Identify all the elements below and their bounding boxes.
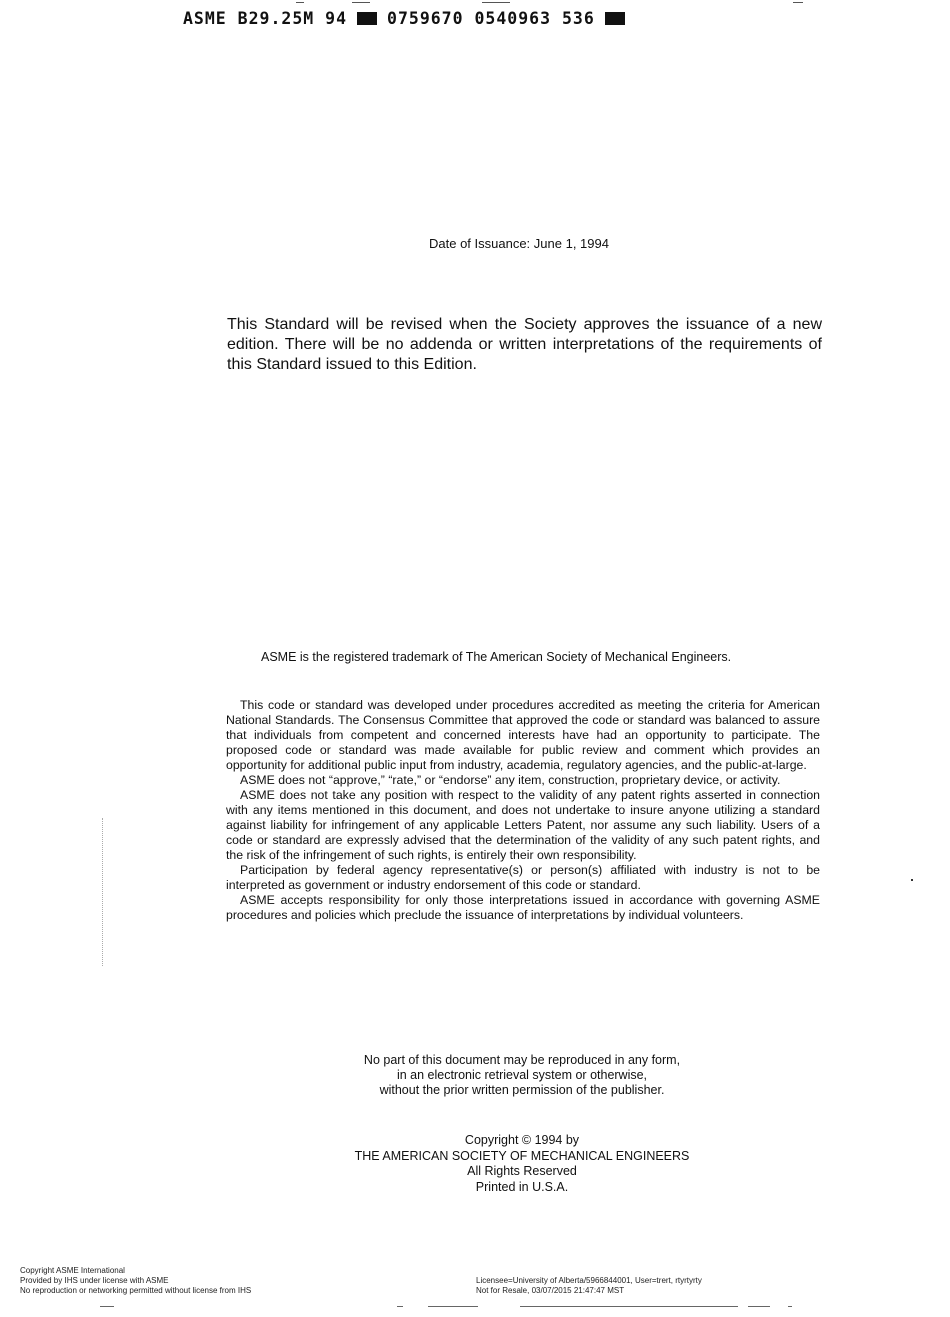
reproduction-notice (322, 1053, 722, 1098)
filled-block-mark (357, 12, 377, 25)
policy-statement (226, 698, 820, 923)
footer-line: Copyright ASME International (20, 1266, 125, 1275)
scan-speck (911, 879, 913, 881)
scan-mark (352, 2, 370, 3)
footer-line: Provided by IHS under license with ASME (20, 1276, 169, 1285)
policy-paragraph: ASME accepts responsibility for only those interpretations issued in accordance with governing ASME procedures and policies which preclude the issuance of interpretations by individual volunteers. (226, 893, 820, 922)
margin-scan-artifact (102, 818, 104, 966)
reproduction-line: in an electronic retrieval system or otherwise, (396, 1068, 648, 1082)
copyright-block (322, 1133, 722, 1195)
filled-block-mark (605, 12, 625, 25)
date-of-issuance: Date of Issuance: June 1, 1994 (429, 236, 609, 251)
scan-mark (520, 1306, 738, 1307)
scan-mark (397, 1306, 403, 1307)
policy-paragraph: ASME does not take any position with respect to the validity of any patent rights asserted in connection with any items mentioned in this document, and does not undertake to insure anyone utilizing a standard against liability for infringement of any applicable Letters Patent, nor assume any such liability. Users of a code or standard are expressly advised that the determination of the validity of any such patent rights, and the risk of the infringement of such rights, is entirely their own responsibility. (226, 788, 820, 862)
scan-mark (793, 2, 803, 3)
scan-mark (482, 2, 510, 3)
policy-paragraph: ASME does not “approve,” “rate,” or “endorse” any item, construction, proprietary device, or activity. (240, 773, 781, 787)
scan-mark (100, 1306, 114, 1307)
footer-license-right (476, 1276, 702, 1296)
revision-notice (227, 315, 822, 375)
policy-paragraph: Participation by federal agency representative(s) or person(s) affiliated with industry is not to be interpreted as government or industry endorsement of this code or standard. (226, 863, 820, 892)
control-number: 0759670 0540963 536 (387, 9, 595, 28)
scan-mark (428, 1306, 478, 1307)
footer-license-left (20, 1266, 251, 1296)
policy-paragraph: This code or standard was developed under procedures accredited as meeting the criteria for American National Standards. The Consensus Committee that approved the code or standard was balanced to assure that individuals from competent and concerned interests have had an opportunity to participate. The proposed code or standard was made available for public review and comment which provides an opportunity for additional public input from industry, academia, regulatory agencies, and the public-at-large. (226, 698, 820, 772)
document-code-header (183, 9, 635, 28)
scan-mark (748, 1306, 770, 1307)
footer-line: No reproduction or networking permitted without license from IHS (20, 1286, 252, 1295)
copyright-line: Copyright © 1994 by (464, 1133, 580, 1147)
footer-line: Not for Resale, 03/07/2015 21:47:47 MST (476, 1286, 625, 1295)
footer-line: Licensee=University of Alberta/5966844001, User=trert, rtyrtyrty (476, 1276, 702, 1285)
copyright-rights: All Rights Reserved (467, 1164, 577, 1178)
scan-mark (296, 2, 304, 3)
trademark-statement: ASME is the registered trademark of The American Society of Mechanical Engineers. (261, 650, 732, 664)
standard-designation: ASME B29.25M 94 (183, 9, 348, 28)
reproduction-line: No part of this document may be reproduced in any form, (363, 1053, 681, 1067)
copyright-printed: Printed in U.S.A. (475, 1179, 569, 1194)
reproduction-line: without the prior written permission of the publisher. (379, 1083, 665, 1097)
scan-mark (788, 1306, 792, 1307)
revision-notice-text: This Standard will be revised when the Society approves the issuance of a new edition. There will be no addenda or written interpretations of the requirements of this Standard issued to this Edition. (227, 316, 822, 373)
copyright-publisher: THE AMERICAN SOCIETY OF MECHANICAL ENGINEERS (354, 1148, 690, 1163)
